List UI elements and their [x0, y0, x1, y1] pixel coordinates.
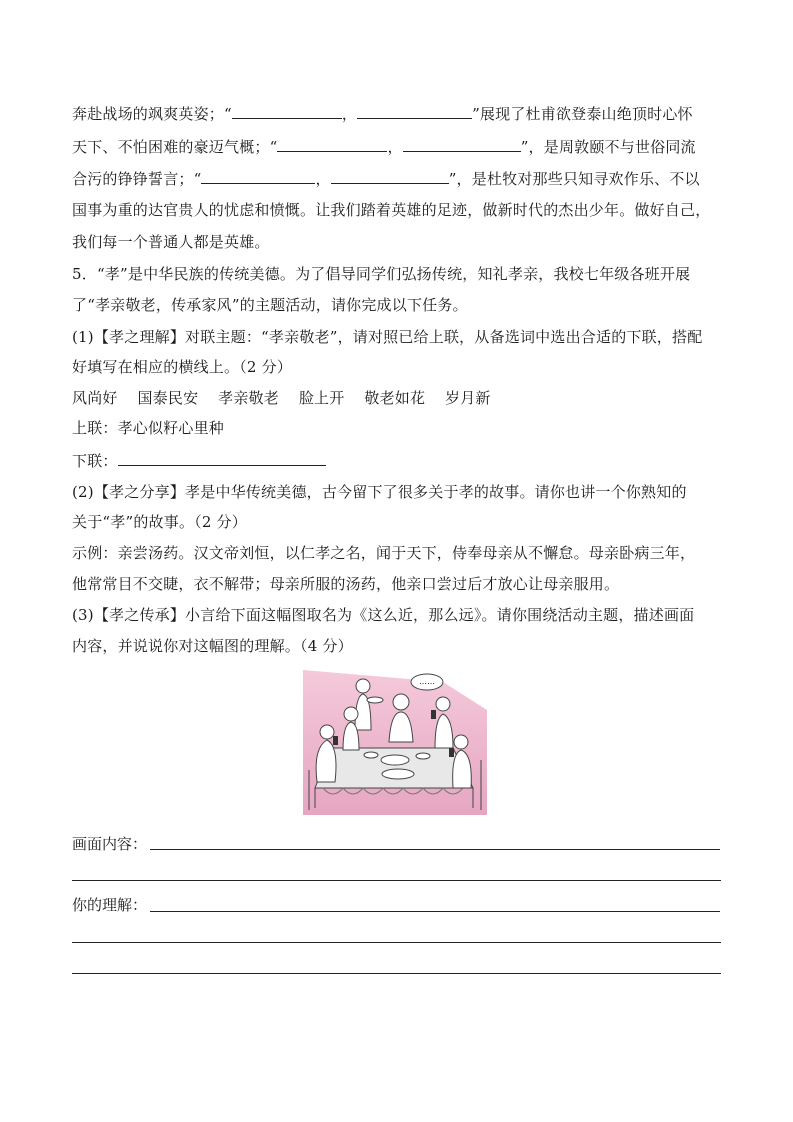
option: 岁月新	[445, 389, 491, 407]
text: ，	[387, 138, 403, 156]
passage-line-2	[72, 136, 696, 157]
family-dinner-illustration	[303, 670, 487, 815]
text: 合污的铮铮誓言；“	[72, 170, 202, 188]
answer-blank[interactable]	[403, 136, 521, 152]
options-row	[72, 388, 491, 408]
lower-couplet-blank[interactable]	[118, 450, 326, 466]
answer-line[interactable]	[72, 880, 721, 881]
q5-part3-line1: (3)【孝之传承】小言给下面这幅图取名为《这么近，那么远》。请你围绕活动主题，描述画面	[72, 606, 695, 624]
answer-blank[interactable]	[201, 168, 315, 184]
passage-line-5: 我们每一个普通人都是英雄。	[72, 233, 270, 251]
option: 国泰民安	[137, 389, 199, 407]
option: 孝亲敬老	[218, 389, 279, 407]
passage-line-4: 国事为重的达官贵人的忧虑和愤慨。让我们踏着英雄的足迹，做新时代的杰出少年。做好自己，	[72, 201, 711, 219]
understanding-label: 你的理解：	[72, 896, 148, 914]
text: ，	[315, 170, 331, 188]
lower-couplet-row	[72, 450, 326, 471]
option: 风尚好	[72, 389, 118, 407]
example-line1: 示例：亲尝汤药。汉文帝刘恒，以仁孝之名，闻于天下，侍奉母亲从不懈怠。母亲卧病三年，	[72, 544, 696, 562]
text: ”展现了杜甫欲登泰山绝顶时心怀	[472, 105, 693, 123]
speech-bubble-text: ……	[419, 677, 435, 686]
answer-blank[interactable]	[232, 103, 342, 119]
q5-part3-line2: 内容，并说说你对这幅图的理解。（4 分）	[72, 637, 353, 655]
q5-intro-2: 了“孝亲敬老，传承家风”的主题活动，请你完成以下任务。	[72, 296, 468, 314]
answer-blank[interactable]	[331, 168, 449, 184]
answer-line[interactable]	[72, 973, 721, 974]
text: ”，是周敦颐不与世俗同流	[520, 138, 696, 156]
text: 奔赴战场的飒爽英姿；“	[72, 105, 232, 123]
option: 敬老如花	[364, 389, 426, 407]
option: 脸上开	[298, 389, 345, 407]
example-line2: 他常常目不交睫，衣不解带；母亲所服的汤药，他亲口尝过后才放心让母亲服用。	[72, 575, 620, 593]
q5-part1-line1: (1)【孝之理解】对联主题：“孝亲敬老”，请对照已给上联，从备选词中选出合适的下联，搭配	[72, 328, 703, 346]
text: ”，是杜牧对那些只知寻欢作乐、不以	[448, 170, 700, 188]
q5-part1-line2: 好填写在相应的横线上。（2 分）	[72, 358, 293, 376]
passage-line-3	[72, 168, 700, 189]
upper-couplet: 上联：孝心似籽心里种	[72, 419, 225, 437]
answer-line[interactable]	[150, 849, 720, 850]
lower-couplet-label: 下联：	[72, 452, 118, 470]
text: 天下、不怕困难的豪迈气概；“	[72, 138, 278, 156]
passage-line-1	[72, 103, 693, 124]
answer-blank[interactable]	[277, 136, 387, 152]
q5-part2-line1: (2)【孝之分享】孝是中华传统美德，古今留下了很多关于孝的故事。请你也讲一个你熟知的	[72, 483, 687, 501]
text: ，	[341, 105, 358, 123]
picture-content-label: 画面内容：	[72, 835, 148, 853]
answer-line[interactable]	[150, 911, 720, 912]
q5-intro-1: 5．“孝”是中华民族的传统美德。为了倡导同学们弘扬传统，知礼孝亲，我校七年级各班开展	[72, 265, 691, 283]
q5-part2-line2: 关于“孝”的故事。（2 分）	[72, 513, 247, 531]
answer-blank[interactable]	[357, 103, 472, 119]
answer-line[interactable]	[72, 942, 721, 943]
